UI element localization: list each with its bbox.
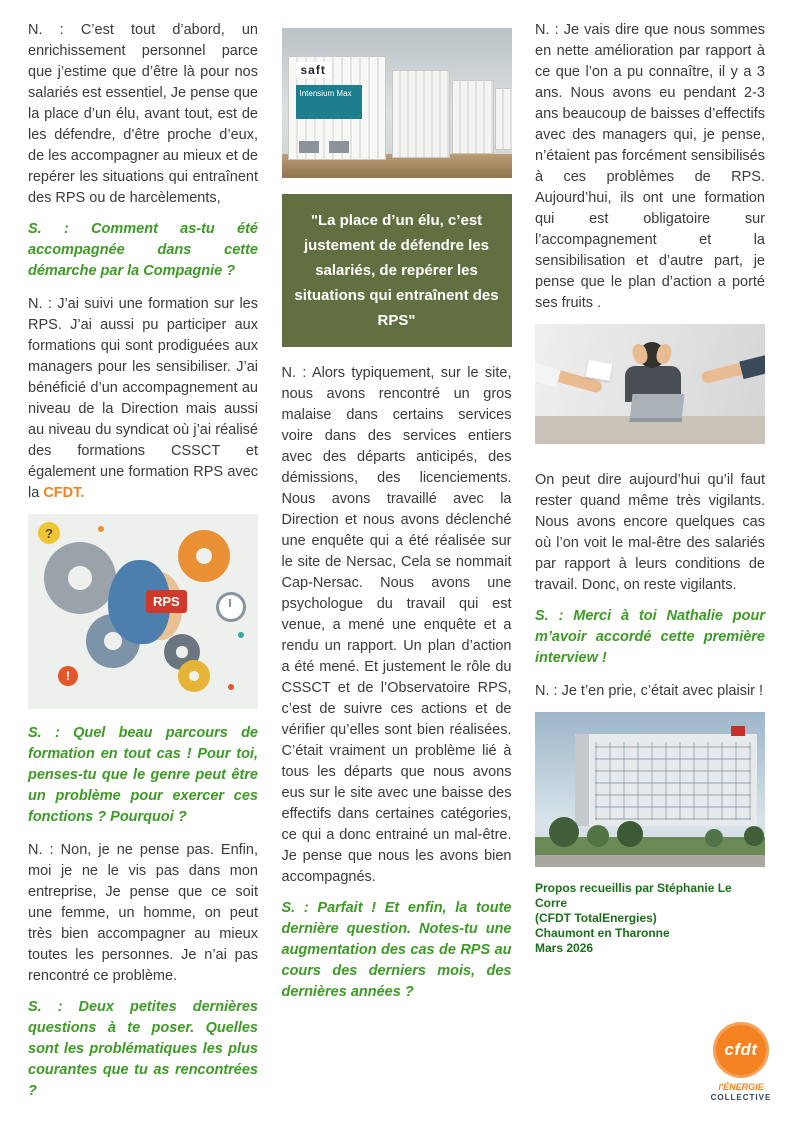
sleeve-shape [535,362,561,387]
laptop-shape [630,394,685,422]
column-right [535,20,765,1114]
intensium-max-label: Intensium Max [296,85,362,119]
building-windows [595,742,751,820]
gear-hole [196,548,213,565]
container-shape [288,56,386,160]
pull-quote: "La place d’un élu, c’est justement de défendre les salariés, de repérer les situations qui entraînent des RPS" [282,194,512,347]
credit-line: Chaumont en Tharonne [535,926,670,940]
answer-paragraph: N. : Je vais dire que nous sommes en nette amélioration par rapport à ce que l’on a pu connaître, il y a 3 ans. Nous avons eu pendant 2-3 ans beaucoup de baisses d’effectifs avec des managers qui, je pense, n’étaient pas forcément sensibilisés à ces problèmes de RPS. Aujourd’hui, ils ont une formation qui est obligatoire sur l’accompagnement et la sensibilisation et d’autre part, je pense que le plan d’action a porté ses fruits . [535,22,765,311]
credit-line: (CFDT TotalEnergies) [535,911,657,925]
gear-hole [176,646,187,657]
question-paragraph: S. : Comment as-tu été accompagnée dans cette démarche par la Compagnie ? [28,221,258,279]
answer-paragraph: N. : Non, je ne pense pas. Enfin, moi je ne le vis pas dans mon entreprise, Je pense que ce soit une femme, un homme, on peut très bien accompagner au mieux toutes les personnes. Je n’ai pas rencontré ce problème. [28,842,258,984]
column-left [28,20,258,1114]
container-shape [452,80,494,154]
question-mark-icon: ? [38,522,60,544]
question-paragraph: S. : Parfait ! Et enfin, la toute dernière question. Notes-tu une augmentation des cas de RPS au cours des derniers mois, des dernières années ? [281,900,512,1000]
answer-paragraph: N. : Alors typiquement, sur le site, nous avons rencontré un gros malaise dans certains services voire dans des services entiers avec des départs anticipés, des démissions, des licenciements. Nous avons travaillé avec la Direction et nous avons déclenché une enquête qui a été réalisée sur le site de Nersac, Cela se nommait Cap-Nersac. Nous avons une psychologue du travail qui est venue, a mené une enquête et a rendu un rapport. Un plan d’action a été mené. Et justement le rôle du CSSCT et de l’Observatoire RPS, c’est de suivre ces actions et de vérifier qu’elles sont bien réalisées. C’était vraiment un problème lié à tous les départs que nous avons eus sur le site avec une baisse des effectifs dans certaines catégories, ce qui a donc entrainé un mal-être. Je pense que nous les avons bien accompagnés. [281,365,512,885]
clock-icon [216,592,246,622]
cfdt-logo-bubble: cfdt [713,1022,769,1078]
answer-text: N. : J’ai suivi une formation sur les RPS. J’ai aussi pu participer aux formations qui sont prodiguées aux managers pour les sensibiliser. J’ai bénéficié d’un accompagnement au niveau de la Direction mais aussi au niveau du syndicat où j’ai réalisé des formations CSSCT et également une formation RPS avec la [28,296,258,501]
battery-containers-photo [282,28,512,178]
answer-paragraph [28,294,258,504]
answer-paragraph: On peut dire aujourd’hui qu’il faut rester quand même très vigilants. Nous avons encore quelques cas où l’on voit le mal-être des salariés par rapport à leurs conditions de travail. Donc, on reste vigilants. [535,472,765,593]
cfdt-highlight: CFDT. [43,485,85,501]
decorative-dot [98,526,104,532]
gear-icon [178,660,210,692]
building-sign [731,726,745,736]
trees-shape [549,817,579,847]
site-building-photo [535,712,765,867]
container-shape [495,88,512,150]
workplace-stress-photo [535,324,765,444]
gear-icon [178,530,230,582]
cfdt-logo [705,1022,777,1103]
column-middle [282,20,512,1114]
cfdt-tagline-line2: COLLECTIVE [710,1093,772,1102]
saft-brand-label: saft [296,62,331,78]
container-vent [299,141,319,153]
credit-line: Propos recueillis par Stéphanie Le Corre [535,881,732,910]
exclamation-icon: ! [58,666,78,686]
credit-line: Mars 2026 [535,941,594,955]
decorative-dot [228,684,234,690]
rps-label: RPS [146,590,187,613]
building-shape [575,734,757,826]
cfdt-tagline-line1: l'ÉNERGIE [718,1082,764,1092]
answer-paragraph: N. : Je t’en prie, c’était avec plaisir ! [535,683,764,699]
decorative-dot [238,632,244,638]
gear-hole [68,566,92,590]
sleeve-shape [739,355,765,379]
question-paragraph: S. : Deux petites dernières questions à te poser. Quelles sont les problématiques les plus courantes que tu as rencontrées ? [28,999,258,1099]
question-paragraph: S. : Quel beau parcours de formation en tout cas ! Pour toi, penses-tu que le genre peut être un problème pour exercer ces fonctions ? Pourquoi ? [28,725,258,825]
road-shape [535,855,765,867]
container-vent [329,141,349,153]
question-paragraph: S. : Merci à toi Nathalie pour m’avoir accordé cette première interview ! [535,608,765,666]
rps-concept-illustration [28,514,258,709]
gear-hole [189,671,199,681]
credit-text [535,881,765,956]
gear-icon [44,542,116,614]
container-shape [392,70,450,158]
answer-paragraph: N. : C’est tout d’abord, un enrichissement personnel parce que j’estime que d’être là pour nos salariés est essentiel, Je pense que la place d’un élu, avant tout, est de les défendre, d’être proche d’eux, de les accompagner au mieux et de repérer les situations qui entraînent des RPS ou de harcèlements, [28,22,258,206]
